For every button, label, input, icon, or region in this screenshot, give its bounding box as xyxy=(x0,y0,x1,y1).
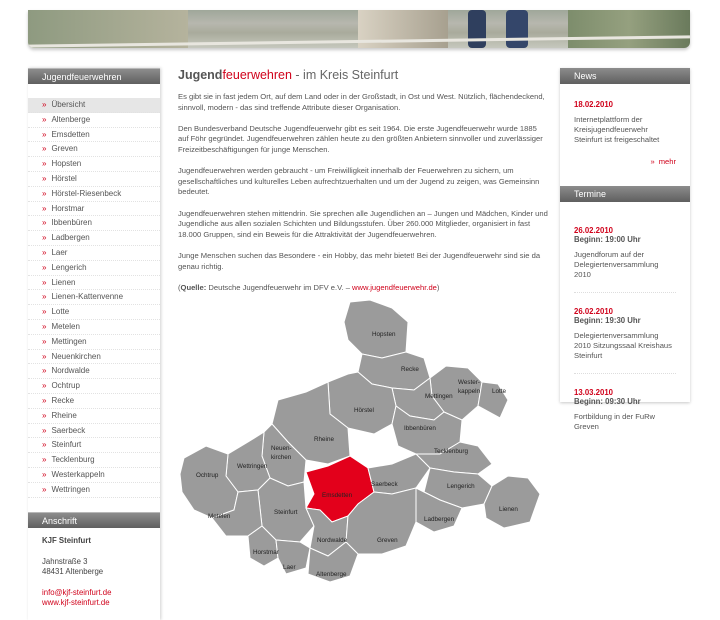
paragraph-3: Jugendfeuerwehren werden gebraucht - um Freiwilligkeit innerhalb der Feuerwehren zu sichern, um gesellschaftliches und kulturelles Leben aufrechtzuerhalten und um der Jugend zu zeigen, was Gemeinsinn bedeutet. xyxy=(178,166,540,197)
chevron-right-icon: » xyxy=(42,262,47,272)
sidebar-item-recke[interactable] xyxy=(28,394,160,409)
chevron-right-icon: » xyxy=(42,425,47,435)
map-label-steinfurt: Steinfurt xyxy=(274,509,298,516)
more-link-label: mehr xyxy=(658,157,676,166)
sidebar-item-nordwalde[interactable] xyxy=(28,364,160,379)
map-label-neuenkirchen-1: Neuen- xyxy=(271,445,292,452)
sidebar-item-hopsten[interactable] xyxy=(28,157,160,172)
chevron-right-icon: » xyxy=(42,395,47,405)
sidebar-item-label: Ladbergen xyxy=(51,233,90,243)
sidebar-item-label: Hörstel-Riesenbeck xyxy=(51,188,122,198)
chevron-right-icon: » xyxy=(42,484,47,494)
map-label-hoerstel: Hörstel xyxy=(354,407,374,414)
region-hopsten[interactable] xyxy=(344,300,408,358)
sidebar-item-uebersicht[interactable] xyxy=(28,98,160,113)
map-regions xyxy=(180,300,540,582)
map-label-westerkappeln-1: Wester- xyxy=(458,379,480,386)
title-part-feuerwehren: feuerwehren xyxy=(222,68,292,82)
event-date: 26.02.2010 xyxy=(574,307,614,316)
news-date: 18.02.2010 xyxy=(574,100,614,109)
sidebar-item-saerbeck[interactable] xyxy=(28,424,160,439)
map-label-hopsten: Hopsten xyxy=(372,331,396,338)
chevron-right-icon: » xyxy=(42,292,47,302)
event-item[interactable] xyxy=(574,307,676,374)
sidebar-item-ochtrup[interactable] xyxy=(28,379,160,394)
map-label-emsdetten: Emsdetten xyxy=(322,492,353,499)
sidebar-item-label: Laer xyxy=(51,247,68,257)
sidebar-item-label: Lengerich xyxy=(51,262,87,272)
district-map xyxy=(178,296,546,586)
right-sidebar xyxy=(560,68,690,431)
chevron-right-icon: » xyxy=(42,321,47,331)
chevron-right-icon: » xyxy=(42,247,47,257)
event-date: 13.03.2010 xyxy=(574,388,614,397)
map-label-neuenkirchen-2: kirchen xyxy=(271,454,292,461)
sidebar-item-label: Tecklenburg xyxy=(51,455,95,465)
sidebar-item-westerkappeln[interactable] xyxy=(28,468,160,483)
chevron-right-icon: » xyxy=(42,469,47,479)
chevron-right-icon: » xyxy=(42,233,47,243)
chevron-right-icon: » xyxy=(42,159,47,169)
map-label-ladbergen: Ladbergen xyxy=(424,516,455,523)
chevron-right-icon: » xyxy=(42,277,47,287)
source-link[interactable]: www.jugendfeuerwehr.de xyxy=(352,282,437,292)
map-label-saerbeck: Saerbeck xyxy=(371,481,398,488)
sidebar-item-label: Westerkappeln xyxy=(51,469,105,479)
sidebar-item-tecklenburg[interactable] xyxy=(28,453,160,468)
map-label-altenberge: Altenberge xyxy=(316,571,347,578)
map-label-laer: Laer xyxy=(283,564,296,571)
event-text: Jugendforum auf der Delegiertenversammlung 2010 xyxy=(574,250,659,279)
map-label-lienen: Lienen xyxy=(499,506,518,513)
chevron-right-icon: » xyxy=(42,144,47,154)
sidebar xyxy=(28,68,160,620)
event-text: Delegiertenversammlung 2010 Sitzungssaal Kreishaus Steinfurt xyxy=(574,331,672,360)
event-begin: Beginn: 19:30 Uhr xyxy=(574,316,641,325)
chevron-right-icon: » xyxy=(42,351,47,361)
sidebar-item-label: Ochtrup xyxy=(51,381,80,391)
sidebar-item-label: Greven xyxy=(51,144,78,154)
sidebar-item-hoerstel[interactable] xyxy=(28,172,160,187)
sidebar-item-label: Nordwalde xyxy=(51,366,90,376)
sidebar-item-label: Neuenkirchen xyxy=(51,351,101,361)
chevron-right-icon: » xyxy=(42,218,47,228)
sidebar-item-ibbenbueren[interactable] xyxy=(28,216,160,231)
sidebar-item-label: Steinfurt xyxy=(51,440,82,450)
map-label-tecklenburg: Tecklenburg xyxy=(434,448,468,455)
region-wettringen[interactable] xyxy=(226,432,270,492)
sidebar-item-label: Hopsten xyxy=(51,159,82,169)
sidebar-item-label: Hörstel xyxy=(51,173,77,183)
chevron-right-icon: » xyxy=(650,157,655,166)
map-label-lengerich: Lengerich xyxy=(447,483,475,490)
address-block xyxy=(28,528,160,614)
map-label-nordwalde: Nordwalde xyxy=(317,537,348,544)
paren-close: ) xyxy=(436,282,440,292)
chevron-right-icon: » xyxy=(42,129,47,139)
map-label-metelen: Metelen xyxy=(208,513,231,520)
event-item[interactable] xyxy=(574,388,676,444)
chevron-right-icon: » xyxy=(42,381,47,391)
chevron-right-icon: » xyxy=(42,440,47,450)
sidebar-item-label: Recke xyxy=(51,395,75,405)
sidebar-item-label: Ibbenbüren xyxy=(51,218,92,228)
chevron-right-icon: » xyxy=(42,336,47,346)
page-title xyxy=(178,68,548,82)
header-banner-image xyxy=(28,10,690,48)
chevron-right-icon: » xyxy=(42,173,47,183)
chevron-right-icon: » xyxy=(42,410,47,420)
chevron-right-icon: » xyxy=(42,366,47,376)
title-part-jugend: Jugend xyxy=(178,68,223,82)
sidebar-item-emsdetten[interactable] xyxy=(28,128,160,143)
chevron-right-icon: » xyxy=(42,455,47,465)
region-lienen[interactable] xyxy=(484,476,540,528)
map-label-ochtrup: Ochtrup xyxy=(196,472,219,479)
event-begin: Beginn: 19:00 Uhr xyxy=(574,235,641,244)
sidebar-item-label: Lotte xyxy=(51,307,70,317)
sidebar-item-label: Lienen xyxy=(51,277,76,287)
region-saerbeck[interactable] xyxy=(368,454,430,494)
street: Jahnstraße 3 xyxy=(42,556,88,566)
sidebar-item-rheine[interactable] xyxy=(28,409,160,424)
more-link[interactable] xyxy=(574,157,676,166)
map-label-greven: Greven xyxy=(377,537,398,544)
chevron-right-icon: » xyxy=(42,203,47,213)
title-part-region: - im Kreis Steinfurt xyxy=(291,68,399,82)
map-label-recke: Recke xyxy=(401,366,419,373)
sidebar-item-lienen-kattenvenne[interactable] xyxy=(28,290,160,305)
sidebar-item-greven[interactable] xyxy=(28,142,160,157)
sidebar-item-label: Wettringen xyxy=(51,484,90,494)
map-label-lotte: Lotte xyxy=(492,388,507,395)
district-map-svg xyxy=(178,296,546,586)
map-label-wettringen: Wettringen xyxy=(237,463,268,470)
sidebar-item-wettringen[interactable] xyxy=(28,483,160,498)
source-line xyxy=(178,283,548,294)
address-title: Anschrift xyxy=(28,512,160,528)
sidebar-item-lotte[interactable] xyxy=(28,305,160,320)
event-begin: Beginn: 09:30 Uhr xyxy=(574,397,641,406)
paragraph-1: Es gibt sie in fast jedem Ort, auf dem Land oder in der Großstadt, in Ost und West. Nützlich, flächendeckend, sinnvoll, modern - das sind treffende Attribute dieser Organisation. xyxy=(178,92,545,112)
sidebar-item-lienen[interactable] xyxy=(28,276,160,291)
sidebar-item-label: Metelen xyxy=(51,321,80,331)
sidebar-item-mettingen[interactable] xyxy=(28,335,160,350)
paragraph-5: Junge Menschen suchen das Besondere - ein Hobby, das mehr bietet! Bei der Jugendfeuerwehr sind sie da genau richtig. xyxy=(178,250,541,271)
chevron-right-icon: » xyxy=(42,114,47,124)
termine-title: Termine xyxy=(560,186,690,202)
news-text: Internetplattform der Kreisjugendfeuerwehr Steinfurt ist freigeschaltet xyxy=(574,115,660,144)
chevron-right-icon: » xyxy=(42,188,47,198)
paragraph-4: Jugendfeuerwehren stehen mittendrin. Sie sprechen alle Jugendlichen an – Jungen und Mädchen, Kinder und Jugendliche aus allen sozialen Schichten und Bildungsstufen. Über 260.000 Mitglieder, organisiert in fast 18.000 Gruppen, sind ein Beweis für die Attraktivität der Jugendfeuerwehren. xyxy=(178,208,548,239)
map-label-horstmar: Horstmar xyxy=(253,549,279,556)
sidebar-item-metelen[interactable] xyxy=(28,320,160,335)
org-name: KJF Steinfurt xyxy=(42,535,91,545)
sidebar-item-label: Übersicht xyxy=(51,100,86,109)
sidebar-title: Jugendfeuerwehren xyxy=(28,68,160,84)
sidebar-item-label: Altenberge xyxy=(51,114,91,124)
news-block xyxy=(560,84,690,186)
map-label-ibbenbueren: Ibbenbüren xyxy=(404,425,436,432)
sidebar-nav xyxy=(28,84,160,498)
termine-list xyxy=(560,226,690,444)
news-title: News xyxy=(560,68,690,84)
event-date: 26.02.2010 xyxy=(574,226,614,235)
sidebar-item-label: Rheine xyxy=(51,410,77,420)
event-text: Fortbildung in der FuRw Greven xyxy=(574,412,656,431)
sidebar-item-hoerstel-riesenbeck[interactable] xyxy=(28,187,160,202)
map-label-westerkappeln-2: kappeln xyxy=(458,388,481,395)
map-label-mettingen: Mettingen xyxy=(425,393,453,400)
sidebar-item-label: Saerbeck xyxy=(51,425,86,435)
source-label: Quelle: xyxy=(180,282,207,292)
paren-open: ( xyxy=(178,282,181,292)
sidebar-item-ladbergen[interactable] xyxy=(28,231,160,246)
email-link[interactable]: info@kjf-steinfurt.de xyxy=(42,587,112,597)
sidebar-item-horstmar[interactable] xyxy=(28,202,160,217)
sidebar-item-label: Lienen-Kattenvenne xyxy=(51,292,124,302)
sidebar-item-label: Emsdetten xyxy=(51,129,90,139)
sidebar-item-lengerich[interactable] xyxy=(28,261,160,276)
sidebar-item-steinfurt[interactable] xyxy=(28,438,160,453)
city: 48431 Altenberge xyxy=(42,566,104,576)
sidebar-item-label: Mettingen xyxy=(51,336,87,346)
sidebar-item-neuenkirchen[interactable] xyxy=(28,350,160,365)
website-link[interactable]: www.kjf-steinfurt.de xyxy=(42,597,110,607)
paragraph-2: Den Bundesverband Deutsche Jugendfeuerwehr gibt es seit 1964. Die erste Jugendfeuerwehr wurde 1885 auf Föhr gegründet. Jugendfeuerwehren zählen heute zu den größten Anbietern sinnvoller und zuverlässiger Freizeitbeschäftigungen für junge Menschen. xyxy=(178,123,543,154)
event-item[interactable] xyxy=(574,226,676,293)
chevron-right-icon: » xyxy=(42,100,47,109)
sidebar-item-label: Horstmar xyxy=(51,203,85,213)
source-text: Deutsche Jugendfeuerwehr im DFV e.V. – xyxy=(206,282,353,292)
chevron-right-icon: » xyxy=(42,307,47,317)
main-content xyxy=(178,68,548,304)
sidebar-item-altenberge[interactable] xyxy=(28,113,160,128)
sidebar-item-laer[interactable] xyxy=(28,246,160,261)
map-label-rheine: Rheine xyxy=(314,436,334,443)
